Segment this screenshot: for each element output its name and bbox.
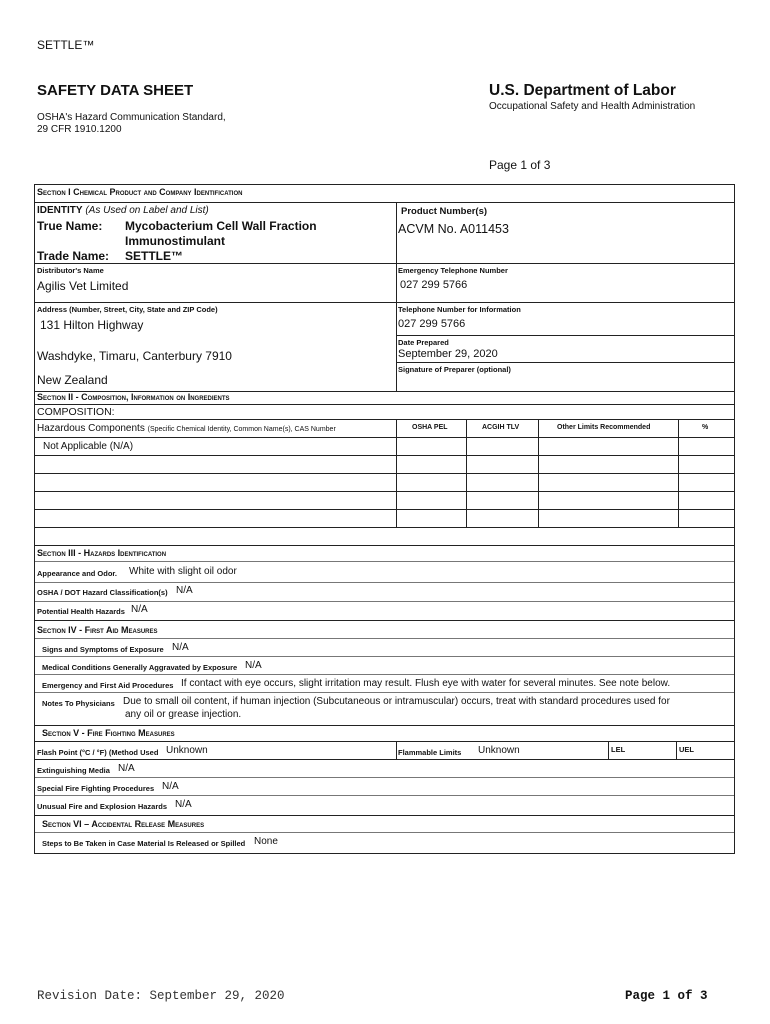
brand-label: SETTLE™ <box>37 38 95 52</box>
notes-line-2: any oil or grease injection. <box>125 709 242 720</box>
info-phone-label: Telephone Number for Information <box>398 305 521 314</box>
flash-point-value: Unknown <box>166 745 208 756</box>
health-hazards-label: Potential Health Hazards <box>37 607 125 616</box>
identity-label: IDENTITY (As Used on Label and List) <box>37 205 209 216</box>
address-line-2: Washdyke, Timaru, Canterbury 7910 <box>37 349 232 363</box>
medical-conditions-value: N/A <box>245 660 262 671</box>
address-line-1: 131 Hilton Highway <box>40 318 144 332</box>
trade-name-label: Trade Name: <box>37 249 110 263</box>
flammable-limits-label: Flammable Limits <box>398 748 462 757</box>
product-number-value: ACVM No. A011453 <box>398 222 509 236</box>
col-osha-pel: OSHA PEL <box>412 424 448 431</box>
medical-conditions-label: Medical Conditions Generally Aggravated by Exposure <box>42 663 238 672</box>
sheet-title: SAFETY DATA SHEET <box>37 82 194 99</box>
composition-label: COMPOSITION: <box>37 406 115 418</box>
osha-class-label: OSHA / DOT Hazard Classification(s) <box>37 588 168 597</box>
special-procedures-value: N/A <box>162 781 179 792</box>
uel-label: UEL <box>679 745 694 754</box>
hazardous-components-label: Hazardous Components (Specific Chemical Identity, Common Name(s), CAS Number <box>37 423 336 434</box>
spill-steps-value: None <box>254 836 278 847</box>
health-hazards-value: N/A <box>131 604 148 615</box>
address-line-3: New Zealand <box>37 373 108 387</box>
dept-subtitle: Occupational Safety and Health Administration <box>489 101 696 112</box>
true-name-line-2: Immunostimulant <box>125 234 226 248</box>
signs-value: N/A <box>172 642 189 653</box>
composition-row-1: Not Applicable (N/A) <box>43 441 134 452</box>
true-name-label: True Name: <box>37 219 103 233</box>
appearance-label: Appearance and Odor. <box>37 569 118 578</box>
section-2-title: Section II - Composition, Information on Ingredients <box>37 392 230 402</box>
section-5-title: Section V - Fire Fighting Measures <box>42 728 175 738</box>
special-procedures-label: Special Fire Fighting Procedures <box>37 784 155 793</box>
section-6-title: Section VI – Accidental Release Measures <box>42 819 205 829</box>
unusual-hazards-label: Unusual Fire and Explosion Hazards <box>37 802 168 811</box>
emergency-phone-value: 027 299 5766 <box>400 279 468 291</box>
date-prepared-label: Date Prepared <box>398 338 449 347</box>
address-label: Address (Number, Street, City, State and ZIP Code) <box>37 305 218 314</box>
col-acgih-tlv: ACGIH TLV <box>482 424 520 431</box>
unusual-hazards-value: N/A <box>175 799 192 810</box>
flash-point-label: Flash Point (°C / °F) (Method Used <box>37 748 159 757</box>
standard-line-1: OSHA's Hazard Communication Standard, <box>37 112 226 123</box>
emergency-phone-label: Emergency Telephone Number <box>398 266 508 275</box>
col-other-limits: Other Limits Recommended <box>557 424 651 431</box>
extinguishing-media-value: N/A <box>118 763 135 774</box>
dept-title: U.S. Department of Labor <box>489 82 676 99</box>
col-percent: % <box>702 424 709 431</box>
distributor-label: Distributor's Name <box>37 266 104 275</box>
signature-label: Signature of Preparer (optional) <box>398 365 511 374</box>
extinguishing-media-label: Extinguishing Media <box>37 766 110 775</box>
appearance-value: White with slight oil odor <box>129 566 237 577</box>
notes-line-1: Due to small oil content, if human injection (Subcutaneous or intramuscular) occurs, treat with standard procedures used for <box>123 696 670 707</box>
section-4-title: Section IV - First Aid Measures <box>37 625 158 635</box>
date-prepared-value: September 29, 2020 <box>398 348 498 360</box>
true-name-line-1: Mycobacterium Cell Wall Fraction <box>125 219 317 233</box>
lel-label: LEL <box>611 745 626 754</box>
section-3-title: Section III - Hazards Identification <box>37 548 167 558</box>
trade-name-value: SETTLE™ <box>125 249 184 263</box>
distributor-value: Agilis Vet Limited <box>37 279 129 293</box>
first-aid-value: If contact with eye occurs, slight irritation may result. Flush eye with water for several minutes. See note below. <box>181 678 671 689</box>
signs-label: Signs and Symptoms of Exposure <box>42 645 164 654</box>
page-label: Page 1 of 3 <box>489 158 551 172</box>
notes-physicians-label: Notes To Physicians <box>42 699 115 708</box>
section-1-title: Section I Chemical Product and Company Identification <box>37 187 243 197</box>
osha-class-value: N/A <box>176 585 193 596</box>
first-aid-label: Emergency and First Aid Procedures <box>42 681 174 690</box>
revision-date: Revision Date: September 29, 2020 <box>37 989 285 1003</box>
footer-page-number: Page 1 of 3 <box>625 989 708 1003</box>
info-phone-value: 027 299 5766 <box>398 318 466 330</box>
standard-line-2: 29 CFR 1910.1200 <box>37 124 122 135</box>
flammable-limits-value: Unknown <box>478 745 520 756</box>
spill-steps-label: Steps to Be Taken in Case Material Is Released or Spilled <box>42 839 246 848</box>
product-number-label: Product Number(s) <box>401 206 488 217</box>
